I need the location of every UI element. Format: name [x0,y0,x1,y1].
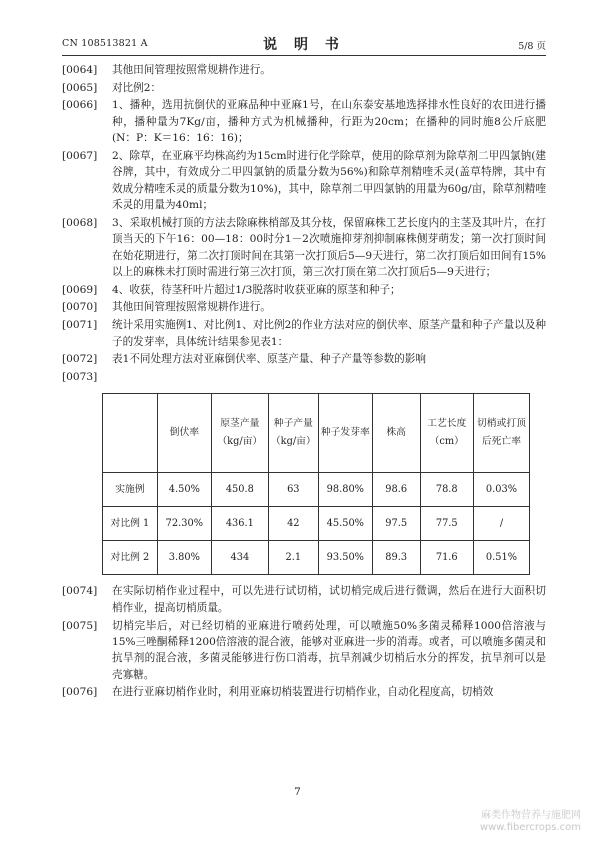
table-cell: 72.30% [157,507,211,541]
paragraph-text: 在实际切梢作业过程中，可以先进行试切梢，试切梢完成后进行微调，然后在进行大面积切梢作业，提高切梢质量。 [112,585,546,614]
table-cell: / [473,507,529,541]
table-cell: 0.03% [473,473,529,507]
paragraph-number: [0069] [62,283,98,296]
paragraph-text: 表1不同处理方法对亚麻倒伏率、原茎产量、种子产量等参数的影响 [112,353,426,366]
paragraph-number: [0073] [62,370,98,383]
paragraph-text: 统计采用实施例1、对比例1、对比例2的作业方法对应的倒伏率、原茎产量和种子产量以及种子的发芽率，具体统计结果参见表1： [112,319,546,348]
paragraph-text: 4、收获，待茎秆叶片超过1/3脱落时收获亚麻的原茎和种子； [112,283,401,296]
table-cell: 71.6 [420,541,473,575]
table-cell: 42 [268,507,318,541]
table-cell: 4.50% [157,473,211,507]
paragraphs-top [62,62,546,385]
table-cell: 98.6 [372,473,420,507]
paragraph-number: [0076] [62,686,98,699]
paragraph [62,317,546,350]
table-cell: 450.8 [211,473,268,507]
paragraph [62,684,546,700]
watermark-line2: www.fibercrops.com [479,822,581,833]
paragraph [62,618,546,684]
watermark-line1: 麻类作物营养与施肥网 [481,810,581,821]
paragraph-text: 对比例2： [112,81,162,94]
paragraph-number: [0065] [62,81,98,94]
paragraph-number: [0071] [62,319,98,332]
table-cell: 77.5 [420,507,473,541]
results-table-wrapper [102,393,546,575]
paragraphs-bottom [62,583,546,700]
table-header-cell: 株高 [372,394,420,473]
paragraph-text: 3、采取机械打顶的方法去除麻株梢部及其分枝，保留麻株工艺长度内的主茎及其叶片，在打顶当天的下午16：00—18：00时分1－2次喷施抑芽剂抑制麻株侧芽萌发；第一次打顶时间在始花期进行，第二次打顶时间在其第一次打顶后5—9天进行，第二次打顶后如田间有15%以上的麻株未打顶时需进行第三次打顶，第三次打顶在第二次打顶后5—9天进行； [112,216,546,279]
paragraph-text: 2、除草，在亚麻平均株高约为15cm时进行化学除草，使用的除草剂为除草剂二甲四氯钠(建谷牌，其中，有效成分二甲四氯钠的质量分数为56%)和除草剂精喹禾灵(盖草特牌，其中有效成分精喹禾灵的质量分数为10%)，其中，除草剂二甲四氯钠的用量为60g/亩，除草剂精喹禾灵的用量为40ml； [112,149,546,212]
row-label-cell: 对比例 1 [103,507,158,541]
table-cell: 434 [211,541,268,575]
paragraph [62,148,546,214]
row-label-cell: 对比例 2 [103,541,158,575]
paragraph [62,299,546,315]
paragraph-number: [0075] [62,619,98,632]
paragraph [62,215,546,281]
paragraph-text: 1、播种，选用抗倒伏的亚麻品种中亚麻1号，在山东泰安基地选择排水性良好的农田进行播种，播种量为7Kg/亩，播种方式为机械播种，行距为20cm；在播种的同时施8公斤底肥(N：P：K＝16：16：16)； [112,99,546,145]
table-header-cell: 倒伏率 [157,394,211,473]
table-cell: 3.80% [157,541,211,575]
table-cell: 45.50% [318,507,372,541]
paragraph [62,351,546,367]
page-indicator: 5/8 页 [518,41,546,52]
table-body [103,473,530,575]
table-row [103,507,530,541]
page-number: 7 [294,786,301,798]
paragraph-number: [0074] [62,585,98,598]
table-header-cell: 种子产量（kg/亩） [268,394,318,473]
table-header-row [103,394,530,473]
paragraph [62,583,546,616]
paragraph [62,80,546,96]
table-header-cell: 切梢或打顶后死亡率 [473,394,529,473]
table-cell: 98.80% [318,473,372,507]
table-cell: 78.8 [420,473,473,507]
table-cell: 63 [268,473,318,507]
paragraph-number: [0066] [62,99,98,112]
paragraph-text [112,369,546,385]
paragraph-number: [0068] [62,216,98,229]
table-header-cell: 种子发芽率 [318,394,372,473]
table-cell: 436.1 [211,507,268,541]
results-table [102,393,530,575]
paragraph [62,282,546,298]
table-row [103,473,530,507]
table-row [103,541,530,575]
paragraph-text: 其他田间管理按照常规耕作进行。 [112,64,271,76]
table-header-cell: 工艺长度（cm） [420,394,473,473]
table-header-cell: 原茎产量（kg/亩） [211,394,268,473]
paragraph-number: [0072] [62,353,98,366]
table-cell: 89.3 [372,541,420,575]
header-divider [62,55,546,56]
table-header-cell [103,394,158,473]
row-label-cell: 实施例 [103,473,158,507]
table-cell: 2.1 [268,541,318,575]
paragraph-text: 切梢完毕后，对已经切梢的亚麻进行喷药处理，可以喷施50%多菌灵稀释1000倍溶液与15%三唑酮稀释1200倍溶液的混合液，能够对亚麻进一步的消毒。或者，可以喷施多菌灵和抗旱剂的混合液，多菌灵能够进行伤口消毒，抗旱剂减少切梢后水分的挥发，抗旱剂可以是壳寡糖。 [112,619,546,681]
paragraph-text: 其他田间管理按照常规耕作进行。 [112,301,271,314]
paragraph-number: [0070] [62,301,98,314]
paragraph [62,369,546,385]
paragraph [62,62,546,78]
paragraph-number: [0067] [62,149,98,162]
table-cell: 93.50% [318,541,372,575]
paragraph [62,97,546,146]
document-title: 说 明 书 [263,37,345,53]
paragraph-text: 在进行亚麻切梢作业时，利用亚麻切梢装置进行切梢作业，自动化程度高，切梢效 [112,686,494,699]
paragraph-number: [0064] [62,64,98,76]
watermark [480,810,581,834]
table-cell: 97.5 [372,507,420,541]
page-header [62,34,546,52]
patent-number: CN 108513821 A [62,38,148,49]
document-body [62,62,546,702]
table-cell: 0.51% [473,541,529,575]
